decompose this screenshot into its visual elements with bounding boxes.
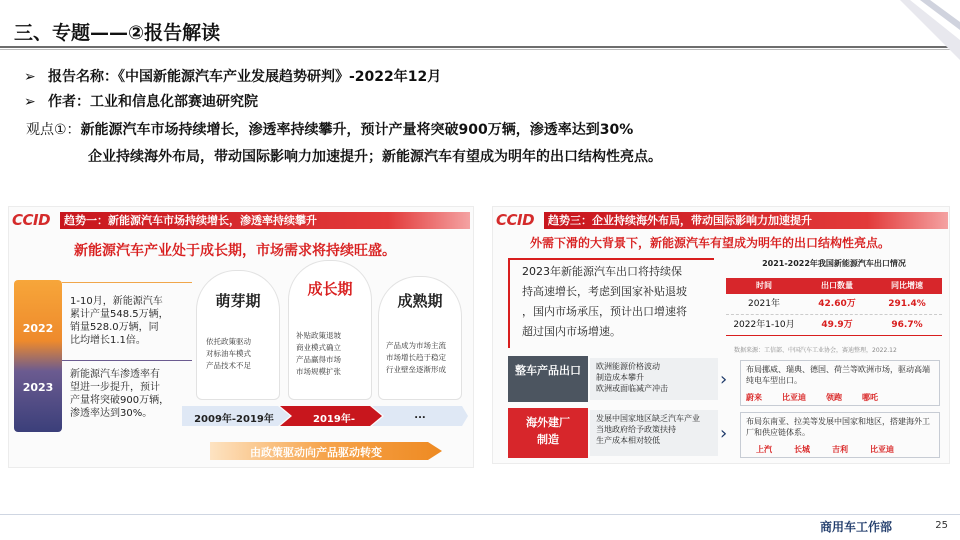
year-2022-label: 2022 <box>22 322 54 335</box>
stage-name-1: 萌芽期 <box>215 292 261 310</box>
title-divider <box>0 46 960 48</box>
ccid-logo: CCID <box>496 211 535 229</box>
quote-line: 2023年新能源汽车出口将持续保 <box>522 265 682 278</box>
stage-item: 对标油车模式 <box>206 349 251 358</box>
reason-item: 发展中国家地区缺乏汽车产业 <box>596 414 700 423</box>
quote-line: 持高速增长，考虑到国家补贴退坡 <box>522 285 687 298</box>
table-cell: 2021年 <box>748 299 780 309</box>
text-2023-l2: 望进一步提升，预计 <box>70 382 160 393</box>
table-cell: 49.9万 <box>821 320 853 330</box>
arrow-bullet-icon: ➢ <box>24 69 36 85</box>
block1-brands <box>746 392 878 403</box>
divider-2023 <box>62 360 192 361</box>
viewpoint-prefix: 观点①： <box>26 122 81 138</box>
export-table <box>726 278 942 336</box>
year-2023-label: 2023 <box>22 381 54 394</box>
year-timeline-bar <box>14 280 62 432</box>
table-header: 出口数量 <box>802 278 872 294</box>
stage-item: 产品成为市场主流 <box>386 341 446 350</box>
left-headline: 新能源汽车产业处于成长期，市场需求将持续旺盛。 <box>74 243 396 259</box>
corner-decoration <box>900 0 960 60</box>
bullet-text: 报告名称：《中国新能源汽车产业发展趋势研判》-2022年12月 <box>48 69 442 85</box>
text-2023-l4: 渗透率达到30%。 <box>70 408 153 419</box>
text-2023-l1: 新能源汽车渗透率有 <box>70 369 160 380</box>
reason-item: 当地政府给予政策扶持 <box>596 425 676 434</box>
table-header-row <box>726 278 942 294</box>
viewpoint-line1 <box>26 119 633 139</box>
table-row <box>726 315 942 336</box>
period-label-3: ... <box>414 410 426 421</box>
title-divider-thin <box>0 49 960 50</box>
reason-item: 欧洲或面临减产冲击 <box>596 384 668 393</box>
quote-text <box>522 262 687 342</box>
table-title: 2021-2022年我国新能源汽车出口情况 <box>762 259 906 268</box>
table-source: 数据来源：工信部、中国汽车工业协会，赛迪整理，2022.12 <box>734 347 897 354</box>
page-title: 三、专题——②报告解读 <box>14 22 221 44</box>
right-headline: 外需下滑的大背景下，新能源汽车有望成为明年的出口结构性亮点。 <box>530 236 891 250</box>
quote-line: 超过国内市场增速。 <box>522 325 621 338</box>
viewpoint-text-2: 企业持续海外布局，带动国际影响力加速提升；新能源汽车有望成为明年的出口结构性亮点。 <box>88 149 662 165</box>
bullet-report-name <box>24 66 441 86</box>
stage-item: 补贴政策退坡 <box>296 331 341 340</box>
footer-department: 商用车工作部 <box>819 520 892 534</box>
block1-desc-text: 布局挪威、瑞典、德国、荷兰等欧洲市场，驱动高端纯电车型出口。 <box>746 365 930 385</box>
arrow-bullet-icon: ➢ <box>24 94 36 110</box>
brand-item: 比亚迪 <box>782 393 806 402</box>
table-cell: 42.60万 <box>818 299 856 309</box>
text-2022-l1: 1-10月，新能源汽车 <box>70 296 163 307</box>
stage-item: 依托政策驱动 <box>206 337 251 346</box>
divider-2022 <box>62 282 192 283</box>
text-2023-l3: 产量将突破900万辆， <box>70 395 170 406</box>
period-label-1: 2009年-2019年 <box>194 414 274 425</box>
reason-item: 生产成本相对较低 <box>596 436 660 445</box>
stage-item: 市场规模扩张 <box>296 367 341 376</box>
block2-reasons <box>590 410 718 456</box>
block1-title: 整车产品出口 <box>508 356 588 402</box>
reason-item: 欧洲能源价格波动 <box>596 362 660 371</box>
stage-item: 产品技术不足 <box>206 361 251 370</box>
text-2022-l4: 比均增长1.1倍。 <box>70 335 146 346</box>
trend-bar: 趋势一：新能源汽车市场持续增长，渗透率持续攀升 <box>60 212 470 229</box>
chevron-right-icon: › <box>720 423 728 444</box>
bullet-text: 作者：工业和信息化部赛迪研究院 <box>48 94 258 110</box>
text-2022 <box>70 295 190 347</box>
text-2022-l3: 销量528.0万辆，同 <box>70 322 159 333</box>
block1-reasons <box>590 358 718 400</box>
brand-item: 蔚来 <box>746 393 762 402</box>
stage-item: 行业壁垒逐渐形成 <box>386 365 446 374</box>
table-header: 同比增速 <box>872 278 942 294</box>
stage-list-3 <box>386 340 460 376</box>
block2-desc-text: 布局东南亚、拉美等发展中国家和地区，搭建海外工厂和供应链体系。 <box>746 417 930 437</box>
stage-name-3: 成熟期 <box>397 292 443 310</box>
brand-item: 哪吒 <box>862 393 878 402</box>
bullet-author <box>24 91 258 111</box>
text-2023 <box>70 368 190 420</box>
block2-title: 海外建厂制造 <box>508 408 588 458</box>
page-number: 25 <box>935 520 948 531</box>
table-cell: 291.4% <box>888 299 926 309</box>
stage-name-2: 成长期 <box>307 280 353 298</box>
transition-label: 由政策驱动向产品驱动转变 <box>250 446 382 459</box>
quote-line: ，国内市场承压，预计出口增速将 <box>522 305 687 318</box>
stage-item: 商业模式确立 <box>296 343 341 352</box>
brand-item: 上汽 <box>756 445 772 454</box>
stage-item: 产品赢得市场 <box>296 355 341 364</box>
stage-list-2 <box>296 330 368 378</box>
stage-list-1 <box>206 336 278 372</box>
brand-item: 长城 <box>794 445 810 454</box>
block2-brands <box>756 444 894 455</box>
brand-item: 领跑 <box>826 393 842 402</box>
brand-item: 吉利 <box>832 445 848 454</box>
text-2022-l2: 累计产量548.5万辆， <box>70 309 169 320</box>
brand-item: 比亚迪 <box>870 445 894 454</box>
footer-divider <box>0 514 960 515</box>
table-cell: 2022年1-10月 <box>733 320 795 330</box>
viewpoint-text-1: 新能源汽车市场持续增长，渗透率持续攀升，预计产量将突破900万辆，渗透率达到30% <box>80 122 634 138</box>
table-row <box>726 294 942 315</box>
table-header: 时间 <box>726 278 802 294</box>
period-label-2: 2019年- <box>313 414 355 425</box>
ccid-logo: CCID <box>12 211 51 229</box>
chevron-right-icon: › <box>720 369 728 390</box>
table-cell: 96.7% <box>891 320 923 330</box>
reason-item: 制造成本攀升 <box>596 373 644 382</box>
stage-item: 市场增长趋于稳定 <box>386 353 446 362</box>
trend-bar: 趋势三：企业持续海外布局，带动国际影响力加速提升 <box>544 212 948 229</box>
